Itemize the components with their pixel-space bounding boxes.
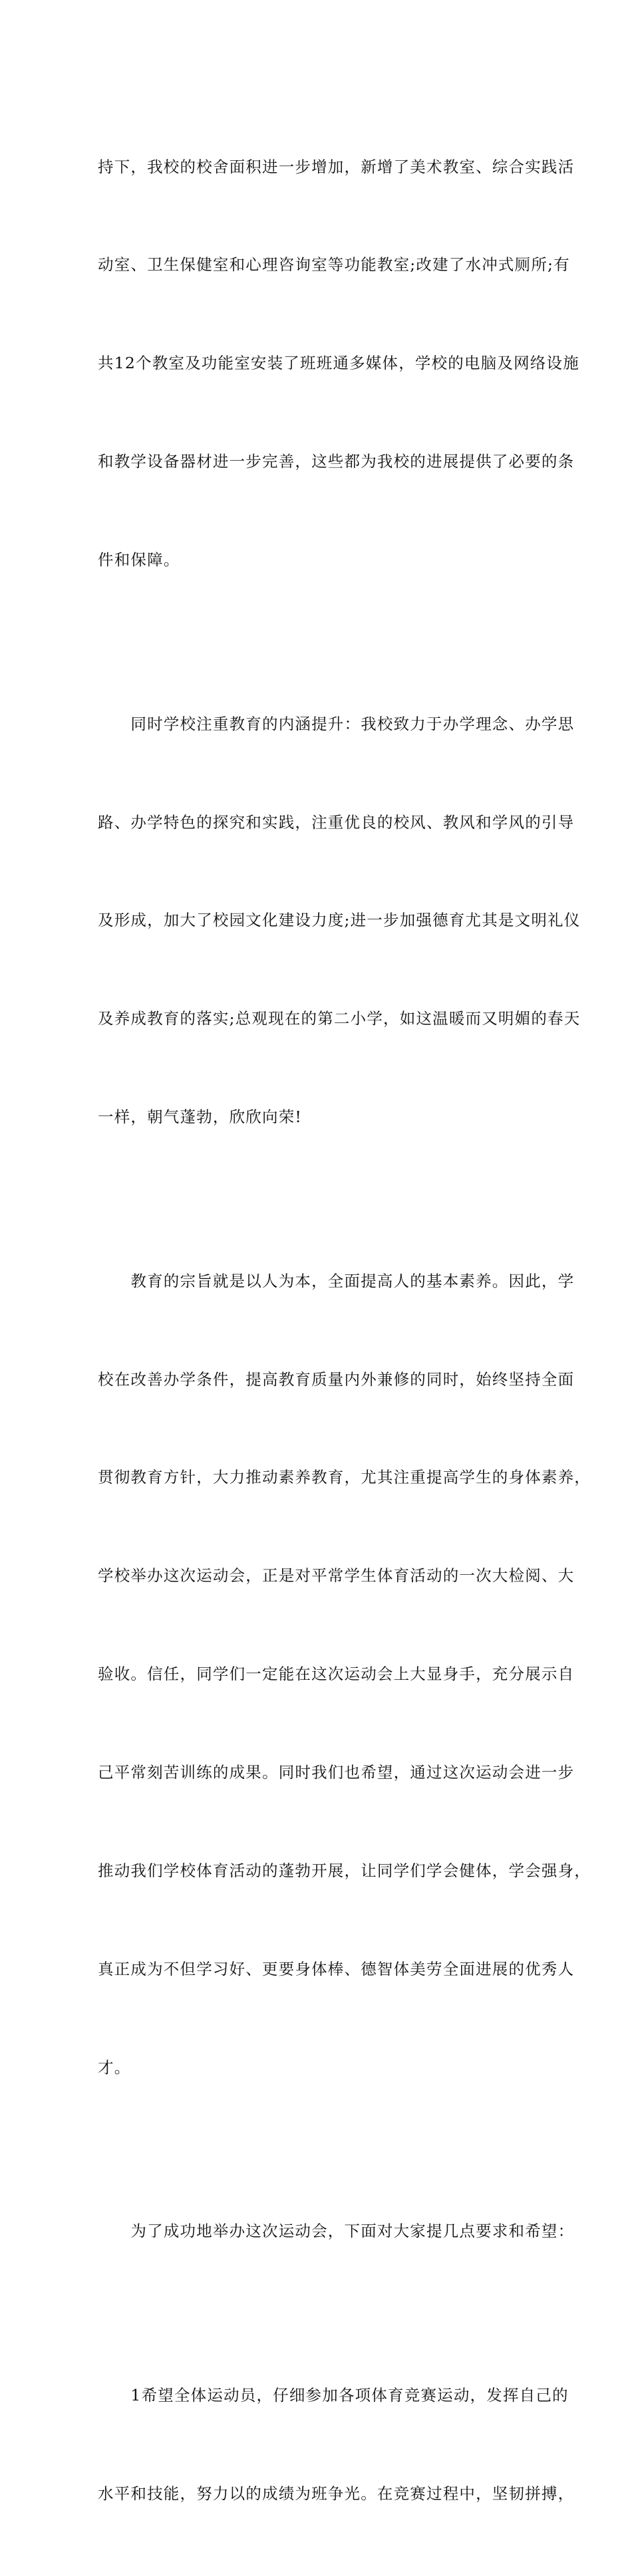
text-line: 教育的宗旨就是以人为本，全面提高人的基本素养。因此，学: [98, 1271, 575, 1290]
text-line: 水平和技能，努力以的成绩为班争光。在竞赛过程中，坚韧拼搏，: [98, 2484, 575, 2503]
text-line: 同时学校注重教育的内涵提升：我校致力于办学理念、办学思: [98, 714, 575, 733]
paragraph-purpose: [98, 1199, 591, 2150]
text-line: 推动我们学校体育活动的蓬勃开展，让同学们学会健体，学会强身，: [98, 1861, 591, 1881]
text-line: 己平常刻苦训练的成果。同时我们也希望，通过这次运动会进一步: [98, 1763, 575, 1782]
text-line: 验收。信任，同学们一定能在这次运动会上大显身手，充分展示自: [98, 1665, 575, 1684]
text-line: 贯彻教育方针，大力推动素养教育，尤其注重提高学生的身体素养，: [98, 1468, 591, 1487]
text-line: 才。: [98, 2057, 131, 2077]
paragraph-connotation: [98, 642, 581, 1199]
text-line: 共12个教室及功能室安装了班班通多媒体，学校的电脑及网络设施: [98, 354, 579, 373]
text-line: 和教学设备器材进一步完善，这些都为我校的进展提供了必要的条: [98, 452, 575, 471]
paragraph-requirements-intro: [98, 2150, 575, 2313]
text-line: 真正成为不但学习好、更要身体棒、德智体美劳全面进展的优秀人: [98, 1959, 575, 1978]
text-line: 为了成功地举办这次运动会，下面对大家提几点要求和希望：: [98, 2222, 575, 2241]
text-line: 及形成，加大了校园文化建设力度;进一步加强德育尤其是文明礼仪: [98, 911, 581, 930]
text-line: 持下，我校的校舍面积进一步增加，新增了美术教室、综合实践活: [98, 157, 575, 176]
paragraph-facilities: [98, 85, 579, 642]
document-body: [98, 85, 591, 2576]
text-line: 件和保障。: [98, 550, 180, 570]
text-line: 校在改善办学条件，提高教育质量内外兼修的同时，始终坚持全面: [98, 1369, 575, 1389]
paragraph-requirement-1: [98, 2313, 575, 2575]
text-line: 学校举办这次运动会，正是对平常学生体育活动的一次大检阅、大: [98, 1566, 575, 1585]
text-line: 路、办学特色的探究和实践，注重优良的校风、教风和学风的引导: [98, 812, 575, 832]
text-line: 1希望全体运动员，仔细参加各项体育竞赛运动，发挥自己的: [98, 2385, 569, 2404]
text-line: 一样，朝气蓬勃，欣欣向荣!: [98, 1108, 303, 1127]
text-line: 及养成教育的落实;总观现在的第二小学，如这温暖而又明媚的春天: [98, 1009, 581, 1028]
text-line: 动室、卫生保健室和心理咨询室等功能教室;改建了水冲式厕所;有: [98, 255, 570, 275]
